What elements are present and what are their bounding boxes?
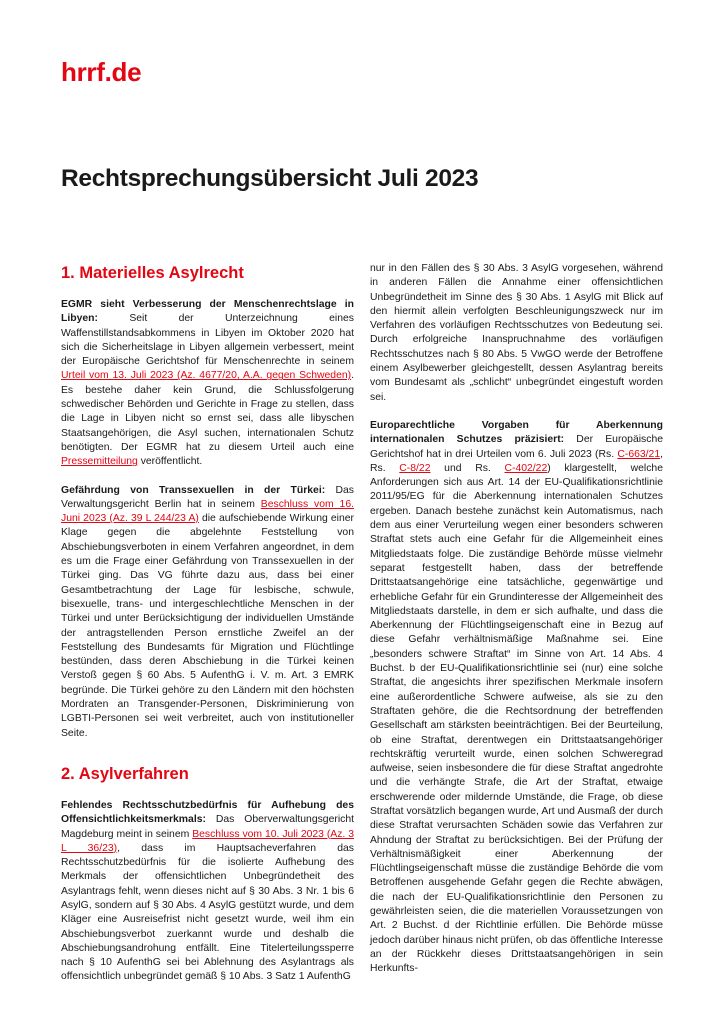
section-heading-materielles-asylrecht: 1. Materielles Asylrecht [61,264,244,282]
paragraph-text: . Es bestehe daher kein Grund, die Schlussfolgerung schwedischer Behörden und Gerichte in Frage zu stellen, dass die Lage in Libyen nicht so ernst sei, dass alle libyschen Staatsangehörigen, die Asyl suchen, internationalen Schutz benötigten. Der EGMR hat zu diesem Urteil auch eine [61,370,354,453]
link-pressemitteilung[interactable]: Pressemitteilung [61,456,138,468]
paragraph-text: die aufschiebende Wirkung einer Klage gegen die abgelehnte Feststellung von Abschiebungsverboten in einem Verfahren angeordnet, in dem es um die Frage einer Gefährdung von Transsexuellen in der Türkei ging. Das VG führte dazu aus, dass bei einer Gesamtbetrachtung der Lage für lesbische, schwule, bisexuelle, trans- und intergeschlechtliche Menschen in der Türkei und unter Berücksichtigung der individuellen Umstände der antragstellenden Person ernstliche Zweifel an der Feststellung des Bundesamts für Migration und Flüchtlinge bestünden, dass deren Abschiebung in die Türkei keinen Verstoß gegen § 60 Abs. 5 AufenthG i. V. m. Art. 3 EMRK begründe. Die Türkei gehöre zu den Ländern mit den höchsten Mordraten an Transgender-Personen, Diskriminierung von LGBTI-Personen sei weit verbreitet, auch von institutioneller Seite. [61,513,354,739]
paragraph-lead: Europarechtliche Vorgaben für Aberkennung internationalen Schutzes präzisiert: [370,419,663,446]
link-rs-c-402-22[interactable]: C-402/22 [504,462,548,474]
paragraph-eugh-aberkennung [370,419,663,977]
section-heading-asylverfahren: 2. Asylverfahren [61,764,189,783]
paragraph-rechtsschutzbeduerfnis [61,799,354,985]
paragraph-lead: EGMR sieht Verbesserung der Menschenrechtslage in Libyen: [61,299,354,325]
paragraph-lead: Gefährdung von Transsexuellen in der Türkei: [61,484,326,496]
paragraph-text: Seit der Unterzeichnung eines Waffenstillstandsabkommens in Libyen im Oktober 2020 hat sich die Sicherheitslage in Libyen allgemein verbessert, meint der Europäische Gerichtshof für Menschenrechte in seinem [61,313,354,368]
left-column [61,262,354,999]
paragraph-text: ) klargestellt, welche Anforderungen sich aus Art. 14 der EU-Qualifikationsrichtlinie 2011/95/EG für die Aberkennung internationalen Schutzes ergeben. Danach bestehe zunächst kein Automatismus, nach dem aus einer Verurteilung wegen einer besonders schweren Straftat stets auch eine Gefahr für die Allgemeinheit eines Mitgliedstaats folge. Die zuständige Behörde müsse vielmehr separat festgestellt haben, dass der betreffende Drittstaatsangehörige eine tatsächliche, gegenwärtige und erhebliche Gefahr für ein Grundinteresse der Allgemeinheit des Mitgliedstaats darstelle, in dem er sich aufhalte, und dass die Aberkennung der Flüchtlingseigenschaft eine in Bezug auf diese Gefahr verhältnismäßige Maßnahme sei. Eine „besonders schwere Straftat“ im Sinne von Art. 14 Abs. 4 Buchst. b der EU-Qualifikationsrichtlinie sei (nur) eine solche Straftat, die angesichts ihrer spezifischen Merkmale insofern eine außerordentliche Schwere aufweise, als sie zu den Straftaten gehöre, die die Rechtsordnung der betreffenden Gesellschaft am stärksten beeinträchtigen. Bei der Beurteilung, ob eine Straftat, derentwegen ein Drittstaatsangehöriger rechtskräftig verurteilt wurde, einen solchen Schweregrad aufweise, seien insbesondere die für diese Straftat angedrohte und die verhängte Strafe, die Art der Straftat, etwaige erschwerende oder mildernde Umstände, die Frage, ob diese Straftat vorsätzlich begangen wurde, Art und Ausmaß der durch diese Straftat verursachten Schäden sowie das Verfahren zur Ahndung der Straftat zu berücksichtigen. Bei der Prüfung der Verhältnismäßigkeit einer Aberkennung der Flüchtlingseigenschaft müsse die zuständige Behörde die vom Betroffenen ausgehende Gefahr gegen die Rechte abwägen, die nach der EU-Qualifikationsrichtlinie den Personen zu gewährleisten seien, die die materiellen Voraussetzungen von Art. 2 Buchst. d der Richtlinie erfüllen. Die Behörde müsse jedoch darüber hinaus nicht prüfen, ob das öffentliche Interesse an der Rückkehr dieses Drittstaatsangehörigen in sein Herkunfts- [370,462,663,975]
paragraph-text: Der Europäische Gerichtshof hat in drei Urteilen vom 6. Juli 2023 (Rs. [370,434,663,460]
site-logo[interactable]: hrrf.de [61,57,142,87]
paragraph-text: und Rs. [430,462,505,474]
paragraph-text: Das Verwaltungsgericht Berlin hat in seinem [61,484,354,510]
link-beschluss-vg-berlin[interactable]: Beschluss vom 16. Juni 2023 (Az. 39 L 244/23 A) [61,498,354,525]
paragraph-text: nur in den Fällen des § 30 Abs. 3 AsylG vorgesehen, während in anderen Fällen die Annahme einer offensichtlichen Unbegründetheit im Sinne des § 30 Abs. 1 AsylG mit Blick auf den hiermit allein verfolgten Beschleunigungszweck nur im Verfahren des vorläufigen Rechtsschutzes von Bedeutung sei. Durch erfolgreiche Inanspruchnahme des vorläufigen Rechtsschutzes nach § 80 Abs. 5 VwGO werde der Betroffene einem Asylbewerber gleichgestellt, dessen Asylantrag bereits vom Bundesamt als „schlicht“ unbegründet eingestuft worden sei. [370,263,663,403]
page-title: Rechtsprechungsübersicht Juli 2023 [61,165,479,192]
paragraph-lead: Fehlendes Rechtsschutzbedürfnis für Aufhebung des Offensichtlichkeitsmerkmals: [61,799,354,826]
right-column [370,262,663,991]
link-rs-c-663-21[interactable]: C-663/21 [617,448,661,460]
paragraph-transsexuelle-tuerkei [61,484,354,741]
paragraph-text: Das Oberverwaltungsgericht Magdeburg meint in seinem [61,814,354,840]
link-beschluss-ovg-magdeburg[interactable]: Beschluss vom 10. Juli 2023 (Az. 3 L 36/23) [61,828,354,854]
paragraph-text: , Rs. [370,448,663,474]
link-urteil-egmr[interactable]: Urteil vom 13. Juli 2023 (Az. 4677/20, A.A. gegen Schweden) [61,370,352,382]
paragraph-text: , dass im Hauptsacheverfahren das Rechtsschutzbedürfnis für die isolierte Aufhebung des Merkmals der offensichtlichen Unbegründetheit des Asylantrags fehlt, wenn dieses nicht auf § 30 Abs. 3 Nr. 1 bis 6 AsylG, sondern auf § 30 Abs. 4 AsylG gestützt wurde, und dem Kläger eine Ausreisefrist nicht gesetzt wurde, weil ihm ein Abschiebungsverbot zuerkannt wurde und deshalb die Abschiebungsandrohung entfällt. Eine Titelerteilungssperre nach § 10 AufenthG sei bei Ablehnung des Asylantrags als offensichtlich unbegründet gemäß § 10 Abs. 3 Satz 1 AufenthG [61,842,354,983]
link-rs-c-8-22[interactable]: C-8/22 [399,462,431,474]
paragraph-egmr-libyen [61,298,354,470]
paragraph-text: veröffentlicht. [137,456,203,468]
paragraph-continuation [370,262,663,405]
